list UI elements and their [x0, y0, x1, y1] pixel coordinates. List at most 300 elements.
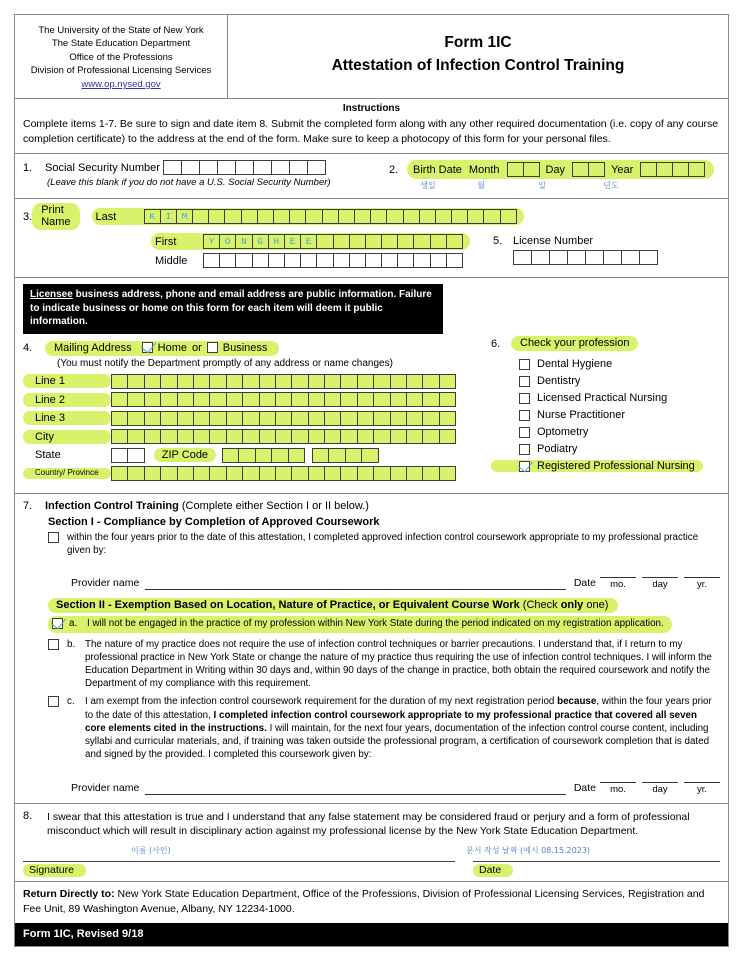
license-number-input[interactable]: [513, 250, 720, 265]
input-cell[interactable]: [672, 162, 689, 177]
input-cell[interactable]: [291, 374, 308, 389]
input-cell[interactable]: [209, 374, 226, 389]
input-cell[interactable]: [193, 374, 210, 389]
section2-title-bold: Section II - Exemption Based on Location, Nature of Practice, or Equivalent Course Work: [56, 599, 520, 612]
section2-option-c-checkbox[interactable]: [48, 696, 59, 707]
address-country-label: Country/ Province: [23, 468, 111, 479]
birth-day-input[interactable]: [572, 162, 604, 177]
input-cell[interactable]: [439, 466, 456, 481]
input-cell[interactable]: [397, 253, 414, 268]
input-cell[interactable]: [217, 160, 236, 175]
input-cell[interactable]: [406, 392, 423, 407]
birth-year-label: Year: [611, 163, 634, 176]
input-cell[interactable]: [160, 466, 177, 481]
item1-note: (Leave this blank if you do not have a U.S. Social Security Number): [47, 177, 331, 189]
address-zip4-input[interactable]: [312, 448, 378, 463]
business-checkbox[interactable]: [207, 342, 218, 353]
input-cell[interactable]: [549, 250, 568, 265]
input-cell[interactable]: [127, 448, 144, 463]
section1-yr-caption: yr.: [696, 579, 708, 591]
input-cell[interactable]: [324, 411, 341, 426]
input-cell[interactable]: [242, 429, 259, 444]
input-cell[interactable]: [127, 374, 144, 389]
profession-checkbox[interactable]: [519, 444, 530, 455]
input-cell[interactable]: [160, 411, 177, 426]
input-cell[interactable]: [226, 392, 243, 407]
input-cell[interactable]: [224, 209, 241, 224]
section2-option-b-checkbox[interactable]: [48, 639, 59, 650]
notice-underlined-word: Licensee: [30, 289, 73, 301]
input-cell[interactable]: [357, 392, 374, 407]
date-korean-annotation: 문서 작성 날짜 (예시 08.15.2023): [466, 846, 591, 856]
input-cell[interactable]: E: [284, 234, 301, 249]
input-cell[interactable]: [199, 160, 218, 175]
item2-label: Birth Date: [413, 163, 462, 176]
input-cell[interactable]: [289, 209, 306, 224]
or-label: or: [192, 341, 202, 354]
section2-date-label: Date: [573, 781, 596, 794]
input-cell[interactable]: [300, 253, 317, 268]
input-cell[interactable]: [467, 209, 484, 224]
input-cell[interactable]: [242, 411, 259, 426]
input-cell[interactable]: [390, 374, 407, 389]
input-cell[interactable]: E: [300, 234, 317, 249]
input-cell[interactable]: [111, 411, 128, 426]
input-cell[interactable]: [235, 253, 252, 268]
input-cell[interactable]: [406, 429, 423, 444]
input-cell[interactable]: [357, 374, 374, 389]
profession-option-1[interactable]: [491, 358, 722, 370]
middle-name-input[interactable]: [203, 253, 462, 268]
input-cell[interactable]: [333, 253, 350, 268]
input-cell[interactable]: [288, 448, 305, 463]
input-cell[interactable]: [422, 411, 439, 426]
input-cell[interactable]: [386, 209, 403, 224]
input-cell[interactable]: [640, 162, 657, 177]
input-cell[interactable]: [354, 209, 371, 224]
profession-checkbox[interactable]: [519, 461, 530, 472]
item8-text: I swear that this attestation is true and I understand that any false statement may be considered fraud or perjury and a form of professional misconduct which will result in disciplinary action against my professional license by the New York State Education Department.: [47, 810, 690, 837]
input-cell[interactable]: [446, 234, 463, 249]
input-cell[interactable]: [160, 429, 177, 444]
input-cell[interactable]: [192, 209, 209, 224]
input-cell[interactable]: [177, 466, 194, 481]
input-cell[interactable]: [209, 392, 226, 407]
profession-option-6[interactable]: [491, 443, 722, 455]
input-cell[interactable]: [291, 392, 308, 407]
section2-provider-input[interactable]: [145, 782, 566, 795]
agency-website-link[interactable]: www.op.nysed.gov: [81, 78, 161, 90]
middle-name-label: Middle: [155, 254, 188, 267]
signature-input[interactable]: [23, 861, 455, 862]
input-cell[interactable]: [621, 250, 640, 265]
section2-title-only: only: [560, 599, 584, 612]
input-cell[interactable]: [403, 209, 420, 224]
item5-number: 5.: [493, 235, 503, 248]
input-cell[interactable]: [373, 466, 390, 481]
input-cell[interactable]: [111, 429, 128, 444]
section2-day-input[interactable]: [642, 770, 678, 783]
profession-checkbox[interactable]: [519, 410, 530, 421]
profession-checkbox[interactable]: [519, 427, 530, 438]
input-cell[interactable]: [144, 374, 161, 389]
section1-day-input[interactable]: [642, 565, 678, 578]
signature-korean-annotation: 이름 (사인): [131, 846, 171, 856]
input-cell[interactable]: [222, 448, 239, 463]
input-cell[interactable]: [430, 234, 447, 249]
profession-label: Podiatry: [537, 443, 578, 456]
input-cell[interactable]: [357, 429, 374, 444]
input-cell[interactable]: [111, 374, 128, 389]
input-cell[interactable]: [291, 411, 308, 426]
input-cell[interactable]: [656, 162, 673, 177]
section1-checkbox[interactable]: [48, 532, 59, 543]
input-cell[interactable]: [345, 448, 362, 463]
birth-month-input[interactable]: [507, 162, 539, 177]
form-header: [15, 15, 728, 99]
profession-option-7[interactable]: [491, 460, 703, 472]
input-cell[interactable]: [193, 466, 210, 481]
address-zip-label: ZIP Code: [154, 448, 216, 462]
input-cell[interactable]: [406, 374, 423, 389]
birth-day-label: Day: [545, 163, 566, 176]
input-cell[interactable]: [585, 250, 604, 265]
section2-option-a-checkbox[interactable]: [52, 618, 63, 629]
input-cell[interactable]: [253, 160, 272, 175]
input-cell[interactable]: [219, 253, 236, 268]
year-korean-annotation: 년도: [603, 181, 619, 191]
input-cell[interactable]: [439, 429, 456, 444]
input-cell[interactable]: [523, 162, 540, 177]
birth-year-input[interactable]: [640, 162, 704, 177]
input-cell[interactable]: [603, 250, 622, 265]
item7-number: 7.: [23, 499, 33, 512]
input-cell[interactable]: [373, 411, 390, 426]
input-cell[interactable]: [177, 429, 194, 444]
section-ssn-birthdate: [15, 154, 728, 199]
profession-option-2[interactable]: [491, 375, 722, 387]
input-cell[interactable]: [271, 160, 290, 175]
section2-option-b-text: The nature of my practice does not require the use of infection control techniques or barrier precautions. I understand that, if I return to my professional practice in New York State or change the nature of my practice thus requiring the use of infection control techniques. I will inform the Education Department in Writing within 30 days and, within 90 days of the change in practice, both obtain the required coursework and notify the Department of my compliance with this requirement.: [85, 638, 712, 690]
input-cell[interactable]: [328, 448, 345, 463]
profession-label: Dentistry: [537, 375, 581, 388]
input-cell[interactable]: [308, 411, 325, 426]
input-cell[interactable]: [193, 429, 210, 444]
profession-checkbox[interactable]: [519, 359, 530, 370]
input-cell[interactable]: N: [235, 234, 252, 249]
input-cell[interactable]: [361, 448, 378, 463]
ssn-input[interactable]: [163, 160, 325, 175]
input-cell[interactable]: [316, 253, 333, 268]
input-cell[interactable]: [413, 234, 430, 249]
input-cell[interactable]: [308, 466, 325, 481]
input-cell[interactable]: [324, 466, 341, 481]
input-cell[interactable]: [340, 374, 357, 389]
input-cell[interactable]: [413, 253, 430, 268]
input-cell[interactable]: [208, 209, 225, 224]
input-cell[interactable]: [111, 448, 128, 463]
address-line3-input[interactable]: [111, 411, 455, 426]
input-cell[interactable]: Y: [203, 234, 220, 249]
input-cell[interactable]: [177, 411, 194, 426]
profession-checkbox[interactable]: [519, 376, 530, 387]
input-cell[interactable]: [203, 253, 220, 268]
profession-label: Nurse Practitioner: [537, 409, 626, 422]
input-cell[interactable]: [390, 466, 407, 481]
input-cell[interactable]: [308, 429, 325, 444]
item5-label: License Number: [513, 235, 594, 248]
item2-number: 2.: [389, 163, 399, 176]
input-cell[interactable]: [271, 448, 288, 463]
section-print-name: [15, 199, 728, 278]
first-name-input[interactable]: [203, 234, 462, 249]
input-cell[interactable]: [209, 411, 226, 426]
home-checkbox[interactable]: [142, 342, 153, 353]
option-c-text-2: , within the four years prior to the date of this attestation,: [85, 696, 712, 721]
input-cell[interactable]: [333, 234, 350, 249]
input-cell[interactable]: K: [144, 209, 161, 224]
input-cell[interactable]: [226, 429, 243, 444]
input-cell[interactable]: [397, 234, 414, 249]
profession-checkbox[interactable]: [519, 393, 530, 404]
profession-option-5[interactable]: [491, 426, 722, 438]
notice-text: business address, phone and email address are public information. Failure to indicate business or home on this form for each item will deem it public information.: [30, 289, 432, 328]
input-cell[interactable]: [308, 392, 325, 407]
option-c-text-3: I will maintain, for the next four years, documentation of the infection control course content, including syllabi and curricular materials, and, if training was taken outside the professional program, a certification of coursework completion that is dated and signed by the provided. I completed this coursework given by:: [85, 722, 710, 761]
input-cell[interactable]: [275, 392, 292, 407]
input-cell[interactable]: [163, 160, 182, 175]
input-cell[interactable]: [144, 429, 161, 444]
item3-label: Print Name: [32, 203, 79, 230]
input-cell[interactable]: [390, 392, 407, 407]
section1-provider-input[interactable]: [145, 577, 566, 590]
input-cell[interactable]: [259, 392, 276, 407]
input-cell[interactable]: [226, 466, 243, 481]
item7-title-bold: Infection Control Training: [45, 499, 179, 512]
profession-label: Optometry: [537, 426, 589, 439]
form-title-block: [228, 15, 728, 98]
input-cell[interactable]: [144, 466, 161, 481]
input-cell[interactable]: [365, 253, 382, 268]
input-cell[interactable]: [588, 162, 605, 177]
section1-title: Section I - Compliance by Completion of Approved Coursework: [48, 515, 380, 528]
input-cell[interactable]: [291, 429, 308, 444]
input-cell[interactable]: [238, 448, 255, 463]
input-cell[interactable]: [127, 411, 144, 426]
input-cell[interactable]: [235, 160, 254, 175]
input-cell[interactable]: [242, 466, 259, 481]
input-cell[interactable]: [181, 160, 200, 175]
input-cell[interactable]: [639, 250, 658, 265]
section1-day-caption: day: [652, 579, 668, 591]
input-cell[interactable]: [144, 411, 161, 426]
input-cell[interactable]: [259, 374, 276, 389]
input-cell[interactable]: [435, 209, 452, 224]
input-cell[interactable]: [338, 209, 355, 224]
item1-number: 1.: [23, 161, 33, 174]
profession-option-3[interactable]: [491, 392, 722, 404]
input-cell[interactable]: [422, 429, 439, 444]
input-cell[interactable]: [316, 234, 333, 249]
section2-option-a[interactable]: [48, 616, 672, 632]
profession-option-4[interactable]: [491, 409, 722, 421]
input-cell[interactable]: [390, 411, 407, 426]
input-cell[interactable]: [209, 466, 226, 481]
input-cell[interactable]: [373, 392, 390, 407]
address-line2-input[interactable]: [111, 392, 455, 407]
input-cell[interactable]: [381, 253, 398, 268]
input-cell[interactable]: [390, 429, 407, 444]
input-cell[interactable]: [111, 392, 128, 407]
input-cell[interactable]: [226, 411, 243, 426]
input-cell[interactable]: [259, 411, 276, 426]
item4-number: 4.: [23, 342, 33, 355]
input-cell[interactable]: [241, 209, 258, 224]
profession-label: Registered Professional Nursing: [537, 460, 695, 473]
input-cell[interactable]: [289, 160, 308, 175]
input-cell[interactable]: [324, 392, 341, 407]
input-cell[interactable]: [357, 466, 374, 481]
input-cell[interactable]: [160, 392, 177, 407]
input-cell[interactable]: [349, 253, 366, 268]
input-cell[interactable]: [275, 374, 292, 389]
address-state-label: State: [35, 449, 61, 462]
input-cell[interactable]: [324, 374, 341, 389]
birthdate-korean-annotation: 생일: [420, 181, 436, 191]
section1-year-input[interactable]: [684, 565, 720, 578]
input-cell[interactable]: [307, 160, 326, 175]
input-cell[interactable]: [284, 253, 301, 268]
input-cell[interactable]: [439, 411, 456, 426]
input-cell[interactable]: [312, 448, 329, 463]
input-cell[interactable]: M: [176, 209, 193, 224]
section2-option-b[interactable]: [48, 638, 720, 691]
input-cell[interactable]: [177, 392, 194, 407]
input-cell[interactable]: [349, 234, 366, 249]
input-cell[interactable]: O: [219, 234, 236, 249]
input-cell[interactable]: [305, 209, 322, 224]
section2-year-input[interactable]: [684, 770, 720, 783]
input-cell[interactable]: [446, 253, 463, 268]
section2-option-c[interactable]: [48, 695, 720, 761]
input-cell[interactable]: [406, 466, 423, 481]
input-cell[interactable]: [127, 429, 144, 444]
section2-option-a-text: I will not be engaged in the practice of my profession within New York State during the period indicated on my registration application.: [87, 618, 664, 630]
address-zip5-input[interactable]: [222, 448, 304, 463]
signature-label: Signature: [23, 864, 86, 877]
input-cell[interactable]: [268, 253, 285, 268]
input-cell[interactable]: [422, 466, 439, 481]
input-cell[interactable]: [111, 466, 128, 481]
input-cell[interactable]: [275, 466, 292, 481]
input-cell[interactable]: [357, 411, 374, 426]
input-cell[interactable]: [259, 429, 276, 444]
home-label: Home: [157, 341, 187, 354]
input-cell[interactable]: [422, 392, 439, 407]
input-cell[interactable]: [451, 209, 468, 224]
input-cell[interactable]: [439, 392, 456, 407]
item6-label: Check your profession: [511, 336, 638, 351]
input-cell[interactable]: [370, 209, 387, 224]
input-cell[interactable]: I: [160, 209, 177, 224]
item3-number: 3.: [23, 210, 33, 223]
input-cell[interactable]: [373, 429, 390, 444]
input-cell[interactable]: [430, 253, 447, 268]
input-cell[interactable]: [406, 411, 423, 426]
input-cell[interactable]: [373, 374, 390, 389]
date-input[interactable]: [473, 861, 720, 862]
input-cell[interactable]: [242, 374, 259, 389]
input-cell[interactable]: [572, 162, 589, 177]
agency-line-1: The University of the State of New York: [38, 25, 204, 36]
input-cell[interactable]: [340, 392, 357, 407]
agency-block: [15, 15, 228, 98]
profession-label: Dental Hygiene: [537, 358, 613, 371]
section2-title-paren-c: one): [583, 599, 609, 612]
input-cell[interactable]: [340, 411, 357, 426]
input-cell[interactable]: [322, 209, 339, 224]
input-cell[interactable]: [209, 429, 226, 444]
input-cell[interactable]: [127, 466, 144, 481]
input-cell[interactable]: [567, 250, 586, 265]
input-cell[interactable]: [275, 429, 292, 444]
input-cell[interactable]: [419, 209, 436, 224]
input-cell[interactable]: [422, 374, 439, 389]
address-city-label: City: [23, 430, 111, 444]
address-country-input[interactable]: [111, 466, 455, 481]
input-cell[interactable]: [127, 392, 144, 407]
input-cell[interactable]: [257, 209, 274, 224]
input-cell[interactable]: [324, 429, 341, 444]
input-cell[interactable]: [273, 209, 290, 224]
input-cell[interactable]: [177, 374, 194, 389]
input-cell[interactable]: [160, 374, 177, 389]
input-cell[interactable]: [340, 429, 357, 444]
day-korean-annotation: 일: [538, 181, 546, 191]
last-name-input[interactable]: [144, 209, 516, 224]
input-cell[interactable]: [255, 448, 272, 463]
input-cell[interactable]: [365, 234, 382, 249]
input-cell[interactable]: [340, 466, 357, 481]
input-cell[interactable]: [144, 392, 161, 407]
input-cell[interactable]: [688, 162, 705, 177]
input-cell[interactable]: [308, 374, 325, 389]
address-city-input[interactable]: [111, 429, 455, 444]
section1-date-label: Date: [573, 577, 596, 590]
input-cell[interactable]: [531, 250, 550, 265]
input-cell[interactable]: [226, 374, 243, 389]
input-cell[interactable]: [513, 250, 532, 265]
input-cell[interactable]: G: [252, 234, 269, 249]
input-cell[interactable]: [259, 466, 276, 481]
input-cell[interactable]: [252, 253, 269, 268]
item7-title-rest: (Complete either Section I or II below.): [178, 499, 369, 512]
input-cell[interactable]: [275, 411, 292, 426]
input-cell[interactable]: [193, 411, 210, 426]
address-state-input[interactable]: [111, 448, 144, 463]
section1-month-input[interactable]: [600, 565, 636, 578]
section2-month-input[interactable]: [600, 770, 636, 783]
input-cell[interactable]: [439, 374, 456, 389]
input-cell[interactable]: [193, 392, 210, 407]
input-cell[interactable]: [242, 392, 259, 407]
input-cell[interactable]: [291, 466, 308, 481]
input-cell[interactable]: [381, 234, 398, 249]
input-cell[interactable]: H: [268, 234, 285, 249]
input-cell[interactable]: [507, 162, 524, 177]
item4-label: Mailing Address: [54, 341, 132, 354]
address-line1-input[interactable]: [111, 374, 455, 389]
